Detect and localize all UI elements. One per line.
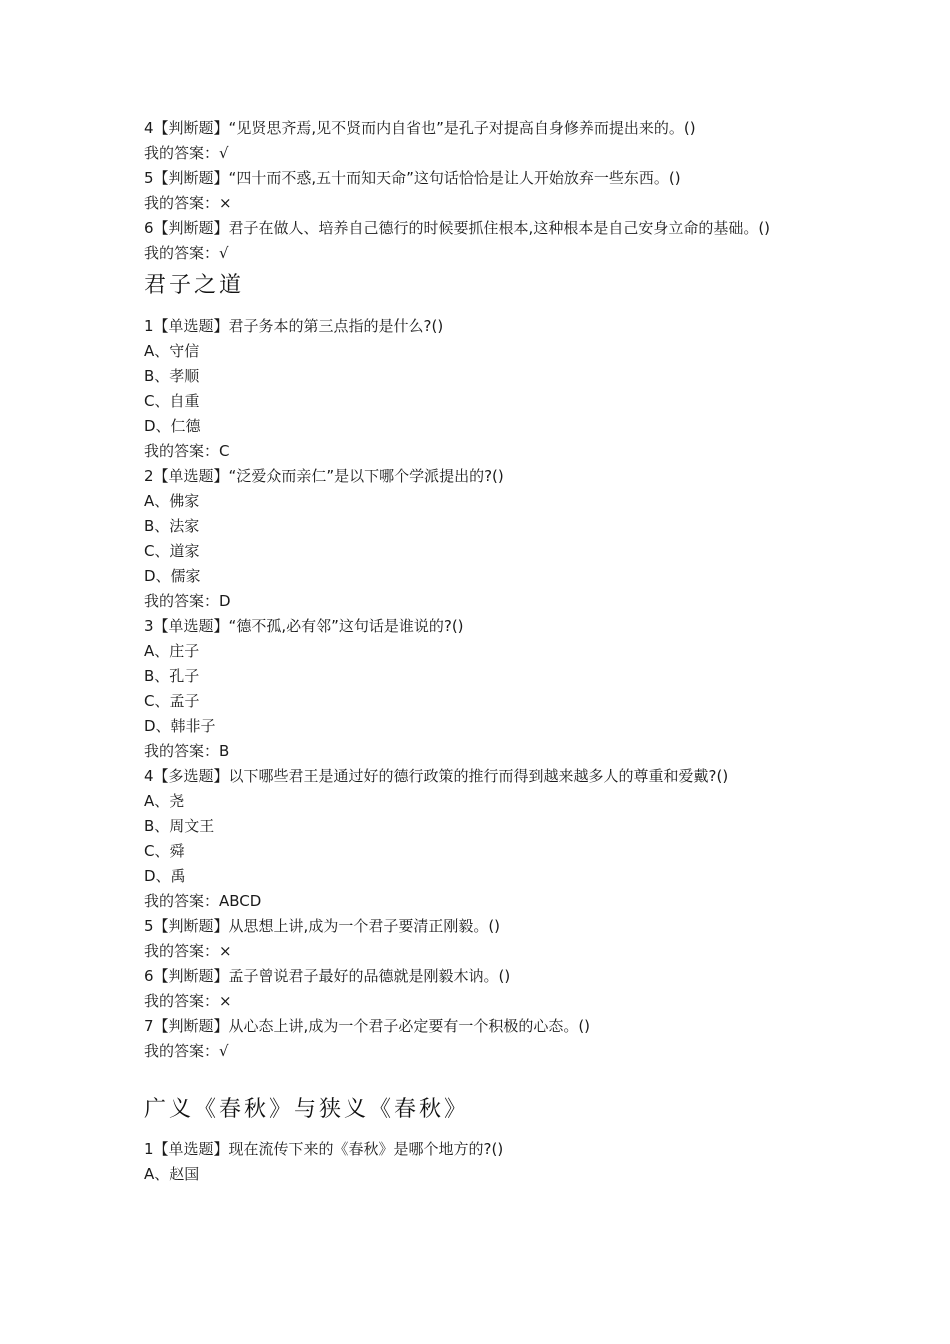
question-text: 1【单选题】现在流传下来的《春秋》是哪个地方的?(): [144, 1140, 504, 1158]
option-a: A、赵国: [144, 1165, 200, 1183]
option-a: A、佛家: [144, 492, 200, 510]
my-answer: 我的答案：ABCD: [144, 892, 262, 910]
question-text: 3【单选题】“德不孤,必有邻”这句话是谁说的?(): [144, 617, 464, 635]
option-a: A、庄子: [144, 642, 200, 660]
my-answer: 我的答案：×: [144, 992, 232, 1010]
question-text: 1【单选题】君子务本的第三点指的是什么?(): [144, 317, 444, 335]
option-d: D、韩非子: [144, 717, 216, 735]
question-text: 4【判断题】“见贤思齐焉,见不贤而内自省也”是孔子对提高自身修养而提出来的。(): [144, 119, 696, 137]
option-b: B、孝顺: [144, 367, 200, 385]
my-answer: 我的答案：√: [144, 144, 229, 162]
option-c: C、舜: [144, 842, 185, 860]
question-text: 5【判断题】从思想上讲,成为一个君子要清正刚毅。(): [144, 917, 501, 935]
option-b: B、法家: [144, 517, 200, 535]
question-text: 6【判断题】孟子曾说君子最好的品德就是刚毅木讷。(): [144, 967, 511, 985]
section-heading: 广义《春秋》与狭义《春秋》: [144, 1097, 470, 1122]
option-c: C、孟子: [144, 692, 200, 710]
my-answer: 我的答案：D: [144, 592, 231, 610]
document-content: [144, 116, 824, 1187]
question-text: 4【多选题】以下哪些君王是通过好的德行政策的推行而得到越来越多人的尊重和爱戴?(): [144, 767, 729, 785]
my-answer: 我的答案：√: [144, 1042, 229, 1060]
option-b: B、孔子: [144, 667, 200, 685]
option-d: D、仁德: [144, 417, 201, 435]
option-d: D、禹: [144, 867, 186, 885]
question-text: 6【判断题】君子在做人、培养自己德行的时候要抓住根本,这种根本是自己安身立命的基础。(): [144, 219, 771, 237]
option-d: D、儒家: [144, 567, 201, 585]
question-text: 7【判断题】从心态上讲,成为一个君子必定要有一个积极的心态。(): [144, 1017, 591, 1035]
section-heading: 君子之道: [144, 273, 245, 298]
my-answer: 我的答案：×: [144, 194, 232, 212]
option-a: A、守信: [144, 342, 200, 360]
my-answer: 我的答案：×: [144, 942, 232, 960]
question-text: 2【单选题】“泛爱众而亲仁”是以下哪个学派提出的?(): [144, 467, 504, 485]
option-a: A、尧: [144, 792, 185, 810]
my-answer: 我的答案：C: [144, 442, 230, 460]
my-answer: 我的答案：√: [144, 244, 229, 262]
option-c: C、自重: [144, 392, 200, 410]
option-c: C、道家: [144, 542, 200, 560]
my-answer: 我的答案：B: [144, 742, 230, 760]
question-text: 5【判断题】“四十而不惑,五十而知天命”这句话恰恰是让人开始放弃一些东西。(): [144, 169, 681, 187]
option-b: B、周文王: [144, 817, 215, 835]
